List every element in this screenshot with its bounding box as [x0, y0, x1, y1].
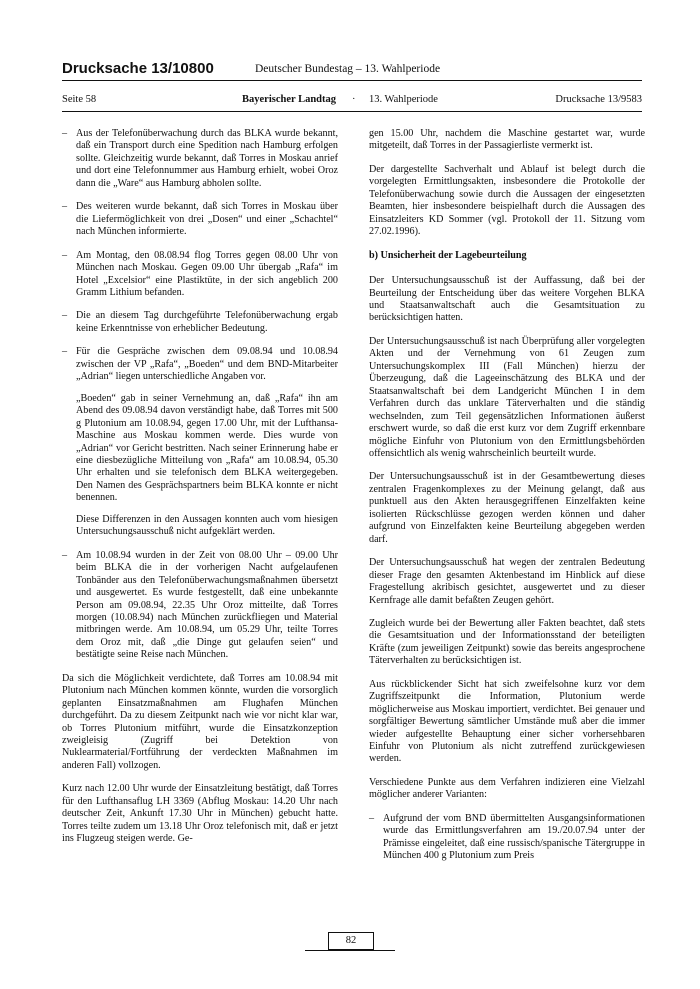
landtag-label: Bayerischer Landtag: [242, 94, 337, 105]
dash-mark: –: [62, 201, 68, 213]
drucksache-bay: Drucksache 13/9583: [555, 94, 642, 105]
wahlperiode-label: 13. Wahlperiode: [369, 94, 438, 105]
subheader-rule: [62, 111, 642, 112]
body-paragraph: Zugleich wurde bei der Bewertung aller Fakten beachtet, daß stets die Gesamtsituation und der Informationsstand der beteiligten Kräfte (zum jeweiligen Zeitpunkt) sowie das bereits angesprochene Täterverhalten zu berücksichtigen ist.: [369, 617, 645, 667]
list-item: [62, 250, 338, 300]
list-item: [62, 346, 338, 538]
list-item: [369, 813, 645, 863]
list-item: [62, 310, 338, 335]
list-item-text: Aufgrund der vom BND übermittelten Ausgangsinformationen wurde das Ermittlungsverfahren am 19./20.07.94 unter der Prämisse eingeleitet, daß eine russisch/spanische Tätergruppe in München 400 g Plutonium zum Preis: [383, 812, 645, 862]
drucksache-number: Drucksache 13/10800: [62, 60, 214, 77]
dash-mark: –: [369, 812, 375, 824]
dash-mark: –: [62, 310, 68, 322]
page-label: Seite 58: [62, 94, 97, 105]
list-item-text: Die an diesem Tag durchgeführte Telefonüberwachung ergab keine Erkenntnisse von erheblicher Bedeutung.: [76, 310, 338, 334]
list-item: [62, 201, 338, 238]
list-item: [62, 128, 338, 190]
dash-mark: –: [62, 549, 68, 561]
body-paragraph: Der Untersuchungsausschuß ist nach Überprüfung aller vorgelegten Akten und der Vernehmung von 61 Zeugen zum Untersuchungskomplex III (Fall München) hierzu der Überzeugung, daß die Lageeinschätzung des BLKA und der Staatsanwaltschaft bei dem Landgericht München I in dem Verfahren durch das unklare Täterverhalten und die ständig wechselnden, zum Teil gegensätzlichen Informationen äußerst erschwert wurde, so daß die erst kurz vor dem Zugriff erkennbare mögliche Einfuhr von Plutonium von den Ermittlungsbehörden offensichtlich als wenig wahrscheinlich beurteilt wurde.: [369, 335, 645, 459]
footer-rule: [305, 950, 395, 951]
dash-mark: –: [62, 249, 68, 261]
bundestag-label: Deutscher Bundestag – 13. Wahlperiode: [255, 63, 441, 75]
page-number: 82: [328, 932, 374, 950]
list-item-text: „Boeden“ gab in seiner Vernehmung an, daß „Rafa“ ihn am Abend des 09.08.94 davon verständigt habe, daß Torres mit 500 g Plutonium am 10.08.94, gegen 17.00 Uhr, mit der Lufthansa-Maschine aus Moskau kommen werde. Dies wurde von „Adrian“ vor Gericht bestritten. Nach seiner Erinnerung habe er eine diesbezügliche Mitteilung von „Rafa“ am 10.08.94, 05.30 Uhr erhalten und sie telefonisch dem BLKA weitergegeben. Den Namen des Gesprächspartners beim BLKA konnte er nicht benennen.: [76, 392, 338, 504]
list-item-text: Aus der Telefonüberwachung durch das BLKA wurde bekannt, daß ein Transport durch eine Spedition nach Hamburg erfolgen sollte. Gleichzeitig wurde bekannt, daß Torres in Moskau anrief und dort eine Telefonnummer aus Hamburg erhielt, wobei Oroz dann die „Ware“ aus Hamburg abholen sollte.: [76, 128, 338, 189]
body-paragraph: gen 15.00 Uhr, nachdem die Maschine gestartet war, wurde mitgeteilt, daß Torres in der Passagierliste vermerkt ist.: [369, 128, 645, 152]
list-item-text: Für die Gespräche zwischen dem 09.08.94 und 10.08.94 zwischen der VP „Rafa“, „Boeden“ und dem BND-Mitarbeiter „Adrian“ liegen unterschiedliche Angaben vor.: [76, 346, 338, 383]
body-paragraph: Kurz nach 12.00 Uhr wurde der Einsatzleitung bestätigt, daß Torres für den Lufthansaflug LH 3369 (Abflug Moskau: 14.20 Uhr nach deutscher Zeit, Ankunft 17.30 Uhr in München) gebucht hatte. Torres teilte zudem um 13.18 Uhr Oroz telefonisch mit, daß er jetzt ins Flugzeug steigen werde. Ge-: [62, 783, 338, 845]
dash-mark: –: [62, 128, 68, 139]
separator-dot: ·: [352, 94, 356, 105]
header-rule: [62, 80, 642, 81]
list-item-text: Diese Differenzen in den Aussagen konnten auch vom hiesigen Untersuchungsausschuß nicht aufgeklärt werden.: [76, 513, 338, 538]
body-paragraph: Verschiedene Punkte aus dem Verfahren indizieren eine Vielzahl möglicher anderer Varianten:: [369, 776, 645, 801]
body-paragraph: Der Untersuchungsausschuß ist in der Gesamtbewertung dieses zentralen Fragenkomplexes zu der Meinung gelangt, daß aus punktuell aus den Akten herausgegriffenen Einzelfakten keine isolierten Rückschlüsse gezogen werden können und daher aufgrund von Einzelfakten keine Beurteilung abgegeben werden darf.: [369, 471, 645, 545]
source-header: [62, 94, 642, 110]
body-paragraph: Da sich die Möglichkeit verdichtete, daß Torres am 10.08.94 mit Plutonium nach München kommen könnte, wurden die vorsorglich geplanten Einsatzmaßnahmen am Flughafen München durchgeführt. Da zu diesem Zeitpunkt nach wie vor nicht klar war, ob Torres Plutonium mitführt, wurde die Einsatzkonzeption zweigleisig (Zugriff bei Detektion von Nuklearmaterial/Fortführung der verdeckten Maßnahmen im anderen Fall) vollzogen.: [62, 672, 338, 771]
dash-mark: –: [62, 346, 68, 358]
list-item-text: Am 10.08.94 wurden in der Zeit von 08.00 Uhr – 09.00 Uhr beim BLKA die in der vorherigen Nacht aufgelaufenen Tonbänder aus den Telefonüberwachungsmaßnahmen übersetzt und ausgewertet. Es wurde festgestellt, daß eine unbekannte Person am 09.08.94, 22.35 Uhr Oroz mitteilte, daß Torres morgen (10.08.94) nach München zurückfliegen und Material mitbringen werde. Am 10.08.94, um 05.29 Uhr, teilte Torres dem Oroz mit, daß „die Dinge gut gelaufen seien“ und bestätigte seine Reise nach München.: [76, 549, 338, 661]
body-paragraph: Der dargestellte Sachverhalt und Ablauf ist belegt durch die vorgelegten Ermittlungsakten, insbesondere die Protokolle der Telefonüberwachung sowie durch die Aussagen der eingesetzten Beamten, hier insbesondere beispielhaft durch die Aussagen des Einsatzleiters KD Sommer (vgl. Protokoll der 11. Sitzung vom 27.02.1996).: [369, 163, 645, 238]
body-paragraph: Der Untersuchungsausschuß ist der Auffassung, daß bei der Beurteilung der Entscheidung über das weitere Vorgehen BLKA und Staatsanwaltschaft auch die Gesamtsituation zu berücksichtigen hatten.: [369, 275, 645, 324]
list-item-text: Am Montag, den 08.08.94 flog Torres gegen 08.00 Uhr von München nach Moskau. Gegen 09.00 Uhr übergab „Rafa“ im Hotel „Excelsior“ eine Plastiktüte, in der sich angeblich 200 Gramm Lithium befanden.: [76, 249, 338, 298]
body-paragraph: Aus rückblickender Sicht hat sich zweifelsohne kurz vor dem Zugriffszeitpunkt die Information, Plutonium werde möglicherweise aus Moskau importiert, verdichtet. Bei genauer und sorgfältiger Bewertung sämtlicher Umstände muß aber die immer wieder aufgestellte Behauptung einer sicher vorhersehbaren Einfuhr von Plutonium als nicht zutreffend zurückgewiesen werden.: [369, 678, 645, 765]
right-column: [369, 128, 645, 874]
list-item-text: Des weiteren wurde bekannt, daß sich Torres in Moskau über die Liefermöglichkeit von drei „Dosen“ und einer „Schachtel“ nach München informierte.: [76, 201, 338, 238]
list-item: [62, 550, 338, 662]
left-column: [62, 128, 338, 857]
section-heading: b) Unsicherheit der Lagebeurteilung: [369, 249, 527, 261]
body-paragraph: Der Untersuchungsausschuß hat wegen der zentralen Bedeutung dieser Frage den gesamten Aktenbestand im Hinblick auf diese Fragestellung akribisch gesichtet, ausgewertet und zu dieser Kernfrage alle damit befaßten Zeugen gehört.: [369, 557, 645, 606]
left-items: [62, 128, 338, 662]
